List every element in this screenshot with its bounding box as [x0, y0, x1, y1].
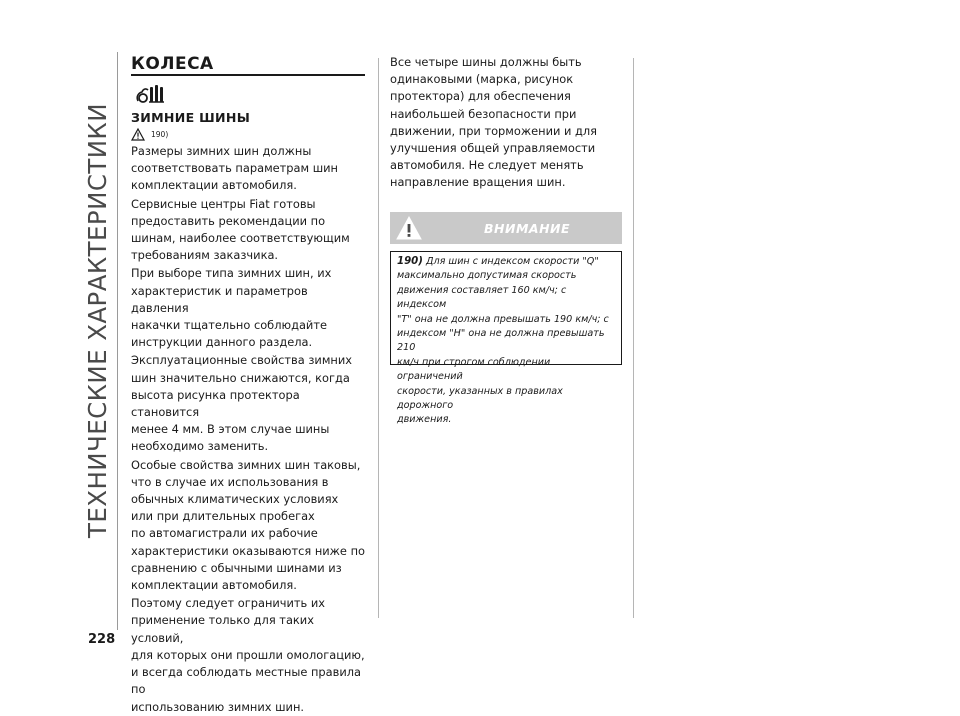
tire-icon [135, 83, 165, 105]
page-number: 228 [88, 632, 116, 647]
warning-small-icon [131, 128, 145, 141]
left-column [131, 52, 367, 716]
column-divider [633, 58, 634, 618]
reference-number: 190) [151, 130, 169, 139]
column-divider [378, 58, 379, 618]
paragraph: Размеры зимних шин должны соответствовать параметрам шин комплектации автомобиля. [131, 144, 339, 193]
paragraph: Все четыре шины должны быть одинаковыми (марка, рисунок протектора) для обеспечения наибольшей безопасности при движении, при торможении и для улучшения общей управляемости автомобиля. Не следует менять направление вращения шин. [390, 55, 598, 190]
sidebar-divider [117, 52, 118, 630]
warning-number: 190) [397, 256, 423, 267]
paragraph: При выборе типа зимних шин, их характеристик и параметров давления накачки тщательно соблюдайте инструкции данного раздела. [131, 266, 332, 350]
paragraph: Сервисные центры Fiat готовы предоставить рекомендации по шинам, наиболее соответствующим требованиям заказчика. [131, 196, 350, 263]
warning-triangle-icon [396, 216, 422, 240]
paragraph: Поэтому следует ограничить их применение только для таких условий, для которых они прошли омологацию, и всегда соблюдать местные правила по использованию зимних шин. [131, 596, 365, 714]
title-underline [131, 74, 365, 76]
warning-body: Для шин с индексом скорости "Q" максимально допустимая скорость движения составляет 160 км/ч; с индексом "T" она не должна превышать 190 км/ч; с индексом "H" она не должна превышать 210 км/ч при строгом соблюдении ограничений скорости, указанных в правилах дорожного движения. [397, 256, 609, 426]
paragraph: Эксплуатационные свойства зимних шин значительно снижаются, когда высота рисунка протектора становится менее 4 мм. В этом случае шины необходимо заменить. [131, 353, 353, 454]
warning-box [390, 251, 622, 426]
subsection-title: ЗИМНИЕ ШИНЫ [131, 110, 251, 125]
chapter-title: ТЕХНИЧЕСКИЕ ХАРАКТЕРИСТИКИ [82, 102, 112, 538]
section-title: КОЛЕСА [131, 54, 214, 74]
chapter-sidebar [79, 40, 115, 600]
warning-label: ВНИМАНИЕ [484, 220, 571, 236]
middle-column [390, 54, 626, 192]
warning-text [397, 255, 617, 428]
paragraph: Особые свойства зимних шин таковы, что в случае их использования в обычных климатических условиях или при длительных пробегах по автомагистрали их рабочие характеристики оказываются ниже по сравнению с обычными шинами из комплектации автомобиля. [131, 457, 365, 593]
reference-row [131, 127, 367, 142]
warning-header [390, 212, 622, 244]
